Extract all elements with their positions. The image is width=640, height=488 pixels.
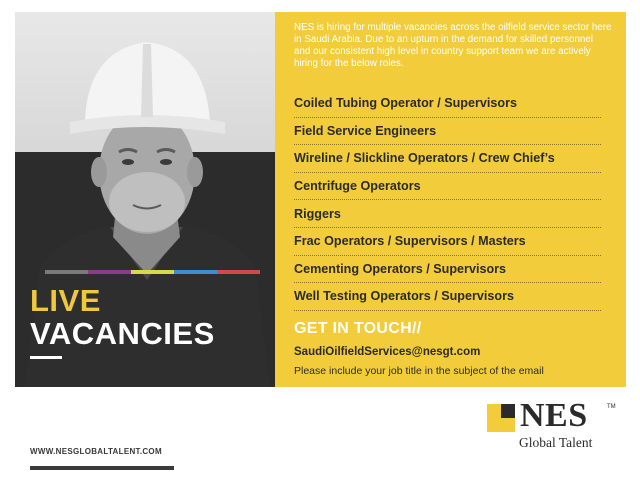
color-stripe: [45, 270, 260, 274]
intro-paragraph: NES is hiring for multiple vacancies across the oilfield service sector here in Saudi Arabia. Due to an upturn in the demand for skilled personnel and our consistent high level in country support team we are actively hiring for the below roles.: [294, 22, 612, 69]
role-item: Centrifuge Operators: [294, 173, 601, 201]
stripe-segment: [174, 270, 217, 274]
role-item: Coiled Tubing Operator / Supervisors: [294, 90, 601, 118]
role-item: Well Testing Operators / Supervisors: [294, 283, 601, 311]
stripe-segment: [131, 270, 174, 274]
headline-underline: [30, 356, 62, 359]
info-panel: [275, 12, 626, 387]
nes-logo: [487, 397, 627, 452]
stripe-segment: [88, 270, 131, 274]
logo-square-inner-icon: [501, 404, 515, 418]
logo-subtitle: Global Talent: [519, 435, 593, 450]
role-item: Frac Operators / Supervisors / Masters: [294, 228, 601, 256]
role-item: Cementing Operators / Supervisors: [294, 256, 601, 284]
contact-email-link[interactable]: SaudiOilfieldServices@nesgt.com: [294, 346, 481, 358]
stripe-segment: [217, 270, 260, 274]
logo-trademark: TM: [607, 404, 616, 410]
role-item: Riggers: [294, 200, 601, 228]
website-underline: [30, 466, 174, 470]
role-item: Field Service Engineers: [294, 118, 601, 146]
contact-heading: GET IN TOUCH//: [294, 320, 422, 337]
role-list: [294, 90, 601, 311]
logo-wordmark: NES: [520, 397, 588, 434]
website-link[interactable]: WWW.NESGLOBALTALENT.COM: [30, 447, 162, 456]
contact-note: Please include your job title in the subject of the email: [294, 365, 544, 377]
headline-live: LIVE: [30, 283, 101, 318]
role-item: Wireline / Slickline Operators / Crew Chief’s: [294, 145, 601, 173]
stripe-segment: [45, 270, 88, 274]
headline-vacancies: VACANCIES: [30, 316, 215, 351]
